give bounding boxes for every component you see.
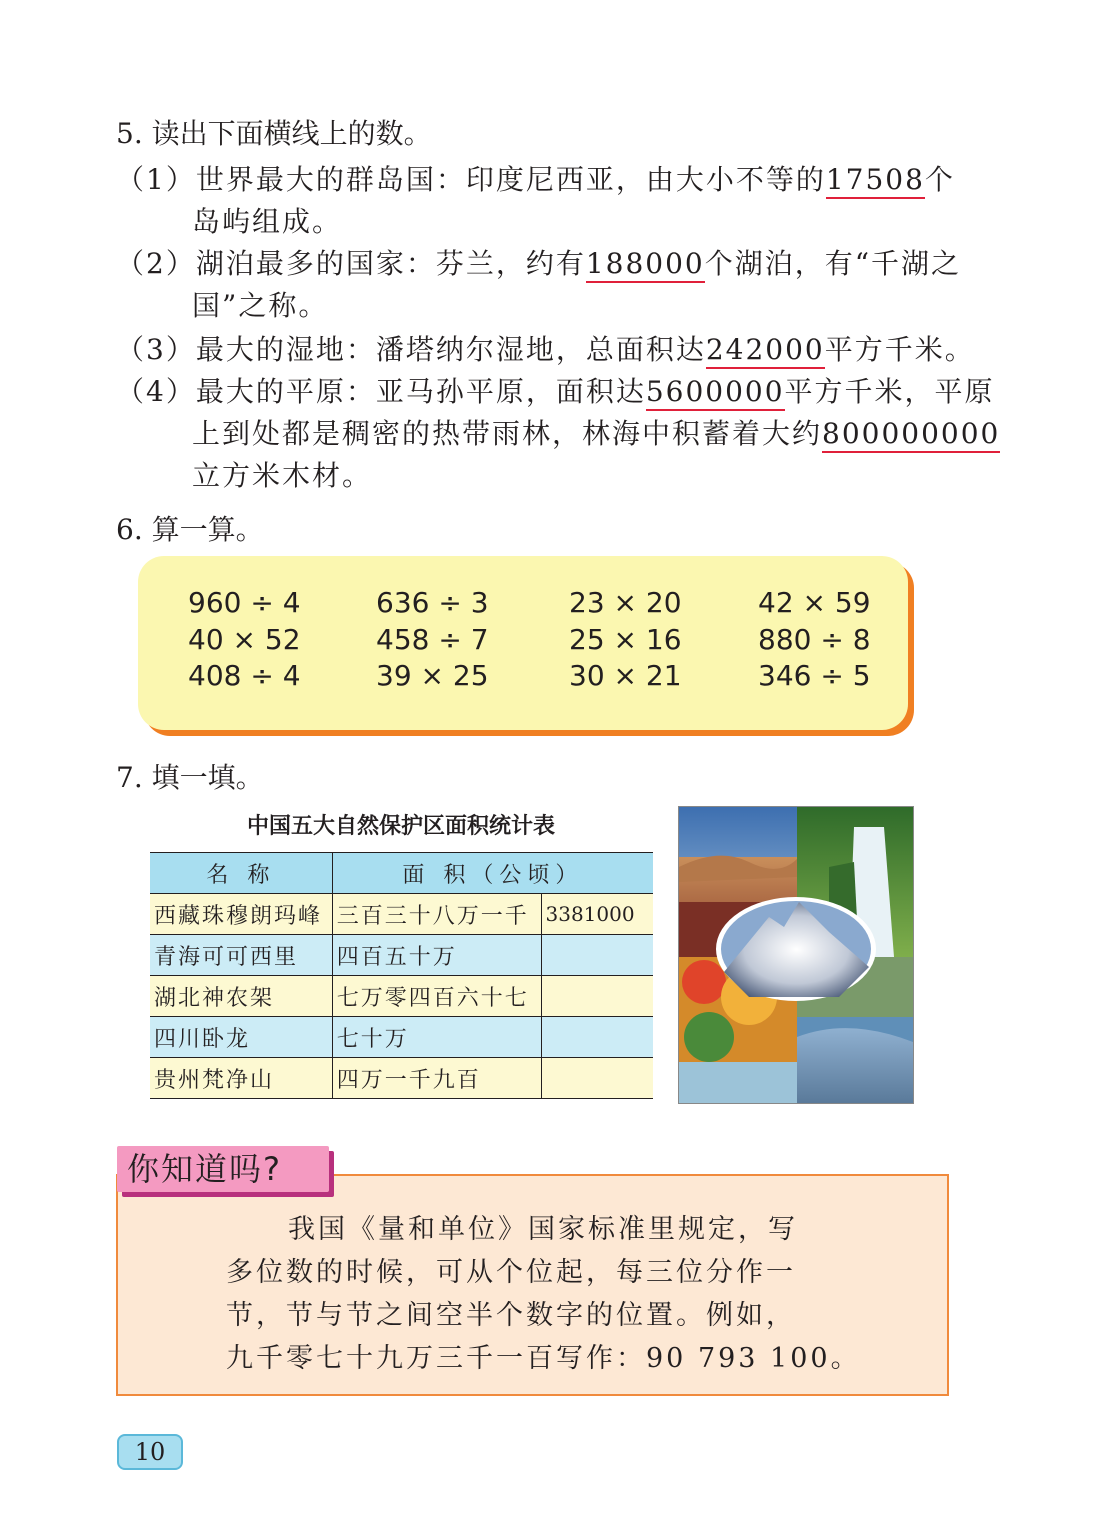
table-row: [150, 935, 653, 976]
calculation-box: [138, 556, 908, 730]
did-you-know-title: 你知道吗?: [127, 1150, 282, 1188]
dyk-line-3: 节，节与节之间空半个数字的位置。例如，: [226, 1300, 796, 1331]
underlined-number: 188000: [586, 247, 705, 283]
q6-heading: 6. 算一算。: [116, 513, 264, 546]
area-chinese: 四百五十万: [332, 935, 541, 976]
dyk-line-2: 多位数的时候，可从个位起，每三位分作一: [226, 1257, 796, 1288]
q5-item-3: （3）最大的湿地：潘塔纳尔湿地，总面积达242000平方千米。: [116, 330, 975, 370]
table-row: [150, 1017, 653, 1058]
q5-heading: 5. 读出下面横线上的数。: [116, 117, 432, 150]
calc-item: 636 ÷ 3: [376, 586, 489, 619]
area-number-blank[interactable]: [541, 1017, 653, 1058]
area-number-blank[interactable]: [541, 976, 653, 1017]
area-number-blank[interactable]: [541, 935, 653, 976]
calc-item: 408 ÷ 4: [188, 659, 301, 692]
q5-item-1-cont: 岛屿组成。: [192, 205, 343, 238]
table-title: 中国五大自然保护区面积统计表: [246, 814, 555, 839]
header-name: 名 称: [150, 853, 332, 894]
table-row: [150, 976, 653, 1017]
area-chinese: 三百三十八万一千: [332, 894, 541, 935]
area-chinese: 七万零四百六十七: [332, 976, 541, 1017]
calc-item: 40 × 52: [188, 623, 301, 656]
q5-item-2: （2）湖泊最多的国家：芬兰，约有188000个湖泊，有“千湖之: [116, 244, 961, 284]
area-number-blank[interactable]: [541, 1058, 653, 1099]
reserve-name: 青海可可西里: [150, 935, 332, 976]
q5-item-4-cont: 上到处都是稠密的热带雨林，林海中积蓄着大约800000000: [192, 414, 1000, 454]
dyk-line-1: 我国《量和单位》国家标准里规定，写: [288, 1214, 798, 1245]
reserve-name: 贵州梵净山: [150, 1058, 332, 1099]
page-number: 10: [117, 1434, 183, 1470]
calc-item: 960 ÷ 4: [188, 586, 301, 619]
calc-item: 458 ÷ 7: [376, 623, 489, 656]
calc-item: 42 × 59: [758, 586, 871, 619]
q7-heading: 7. 填一填。: [116, 761, 264, 794]
header-area: 面 积（公顷）: [332, 853, 653, 894]
underlined-number: 17508: [826, 163, 925, 199]
table-row: [150, 1058, 653, 1099]
collage-image: [679, 807, 913, 1103]
nature-reserve-photo-collage: [678, 806, 914, 1104]
calc-item: 25 × 16: [569, 623, 682, 656]
area-number[interactable]: 3381000: [541, 894, 653, 935]
area-chinese: 七十万: [332, 1017, 541, 1058]
calc-item: 880 ÷ 8: [758, 623, 871, 656]
underlined-number: 800000000: [822, 417, 1000, 453]
calc-item: 346 ÷ 5: [758, 659, 871, 692]
area-chinese: 四万一千九百: [332, 1058, 541, 1099]
q5-item-4: （4）最大的平原：亚马孙平原，面积达5600000平方千米，平原: [116, 372, 995, 412]
calc-item: 39 × 25: [376, 659, 489, 692]
table-row: [150, 894, 653, 935]
calc-item: 23 × 20: [569, 586, 682, 619]
calc-item: 30 × 21: [569, 659, 682, 692]
reserve-name: 湖北神农架: [150, 976, 332, 1017]
q5-item-2-cont: 国”之称。: [192, 289, 329, 322]
reserve-area-table: [150, 852, 653, 1099]
q5-item-4-cont2: 立方米木材。: [192, 459, 373, 492]
did-you-know-box: [116, 1174, 949, 1396]
reserve-name: 西藏珠穆朗玛峰: [150, 894, 332, 935]
reserve-name: 四川卧龙: [150, 1017, 332, 1058]
dyk-line-4: 九千零七十九万三千一百写作：90 793 100。: [226, 1343, 861, 1374]
did-you-know-tab: [117, 1146, 329, 1192]
table-header-row: [150, 853, 653, 894]
q5-item-1: （1）世界最大的群岛国：印度尼西亚，由大小不等的17508个: [116, 160, 955, 200]
underlined-number: 5600000: [646, 375, 785, 411]
underlined-number: 242000: [706, 333, 825, 369]
